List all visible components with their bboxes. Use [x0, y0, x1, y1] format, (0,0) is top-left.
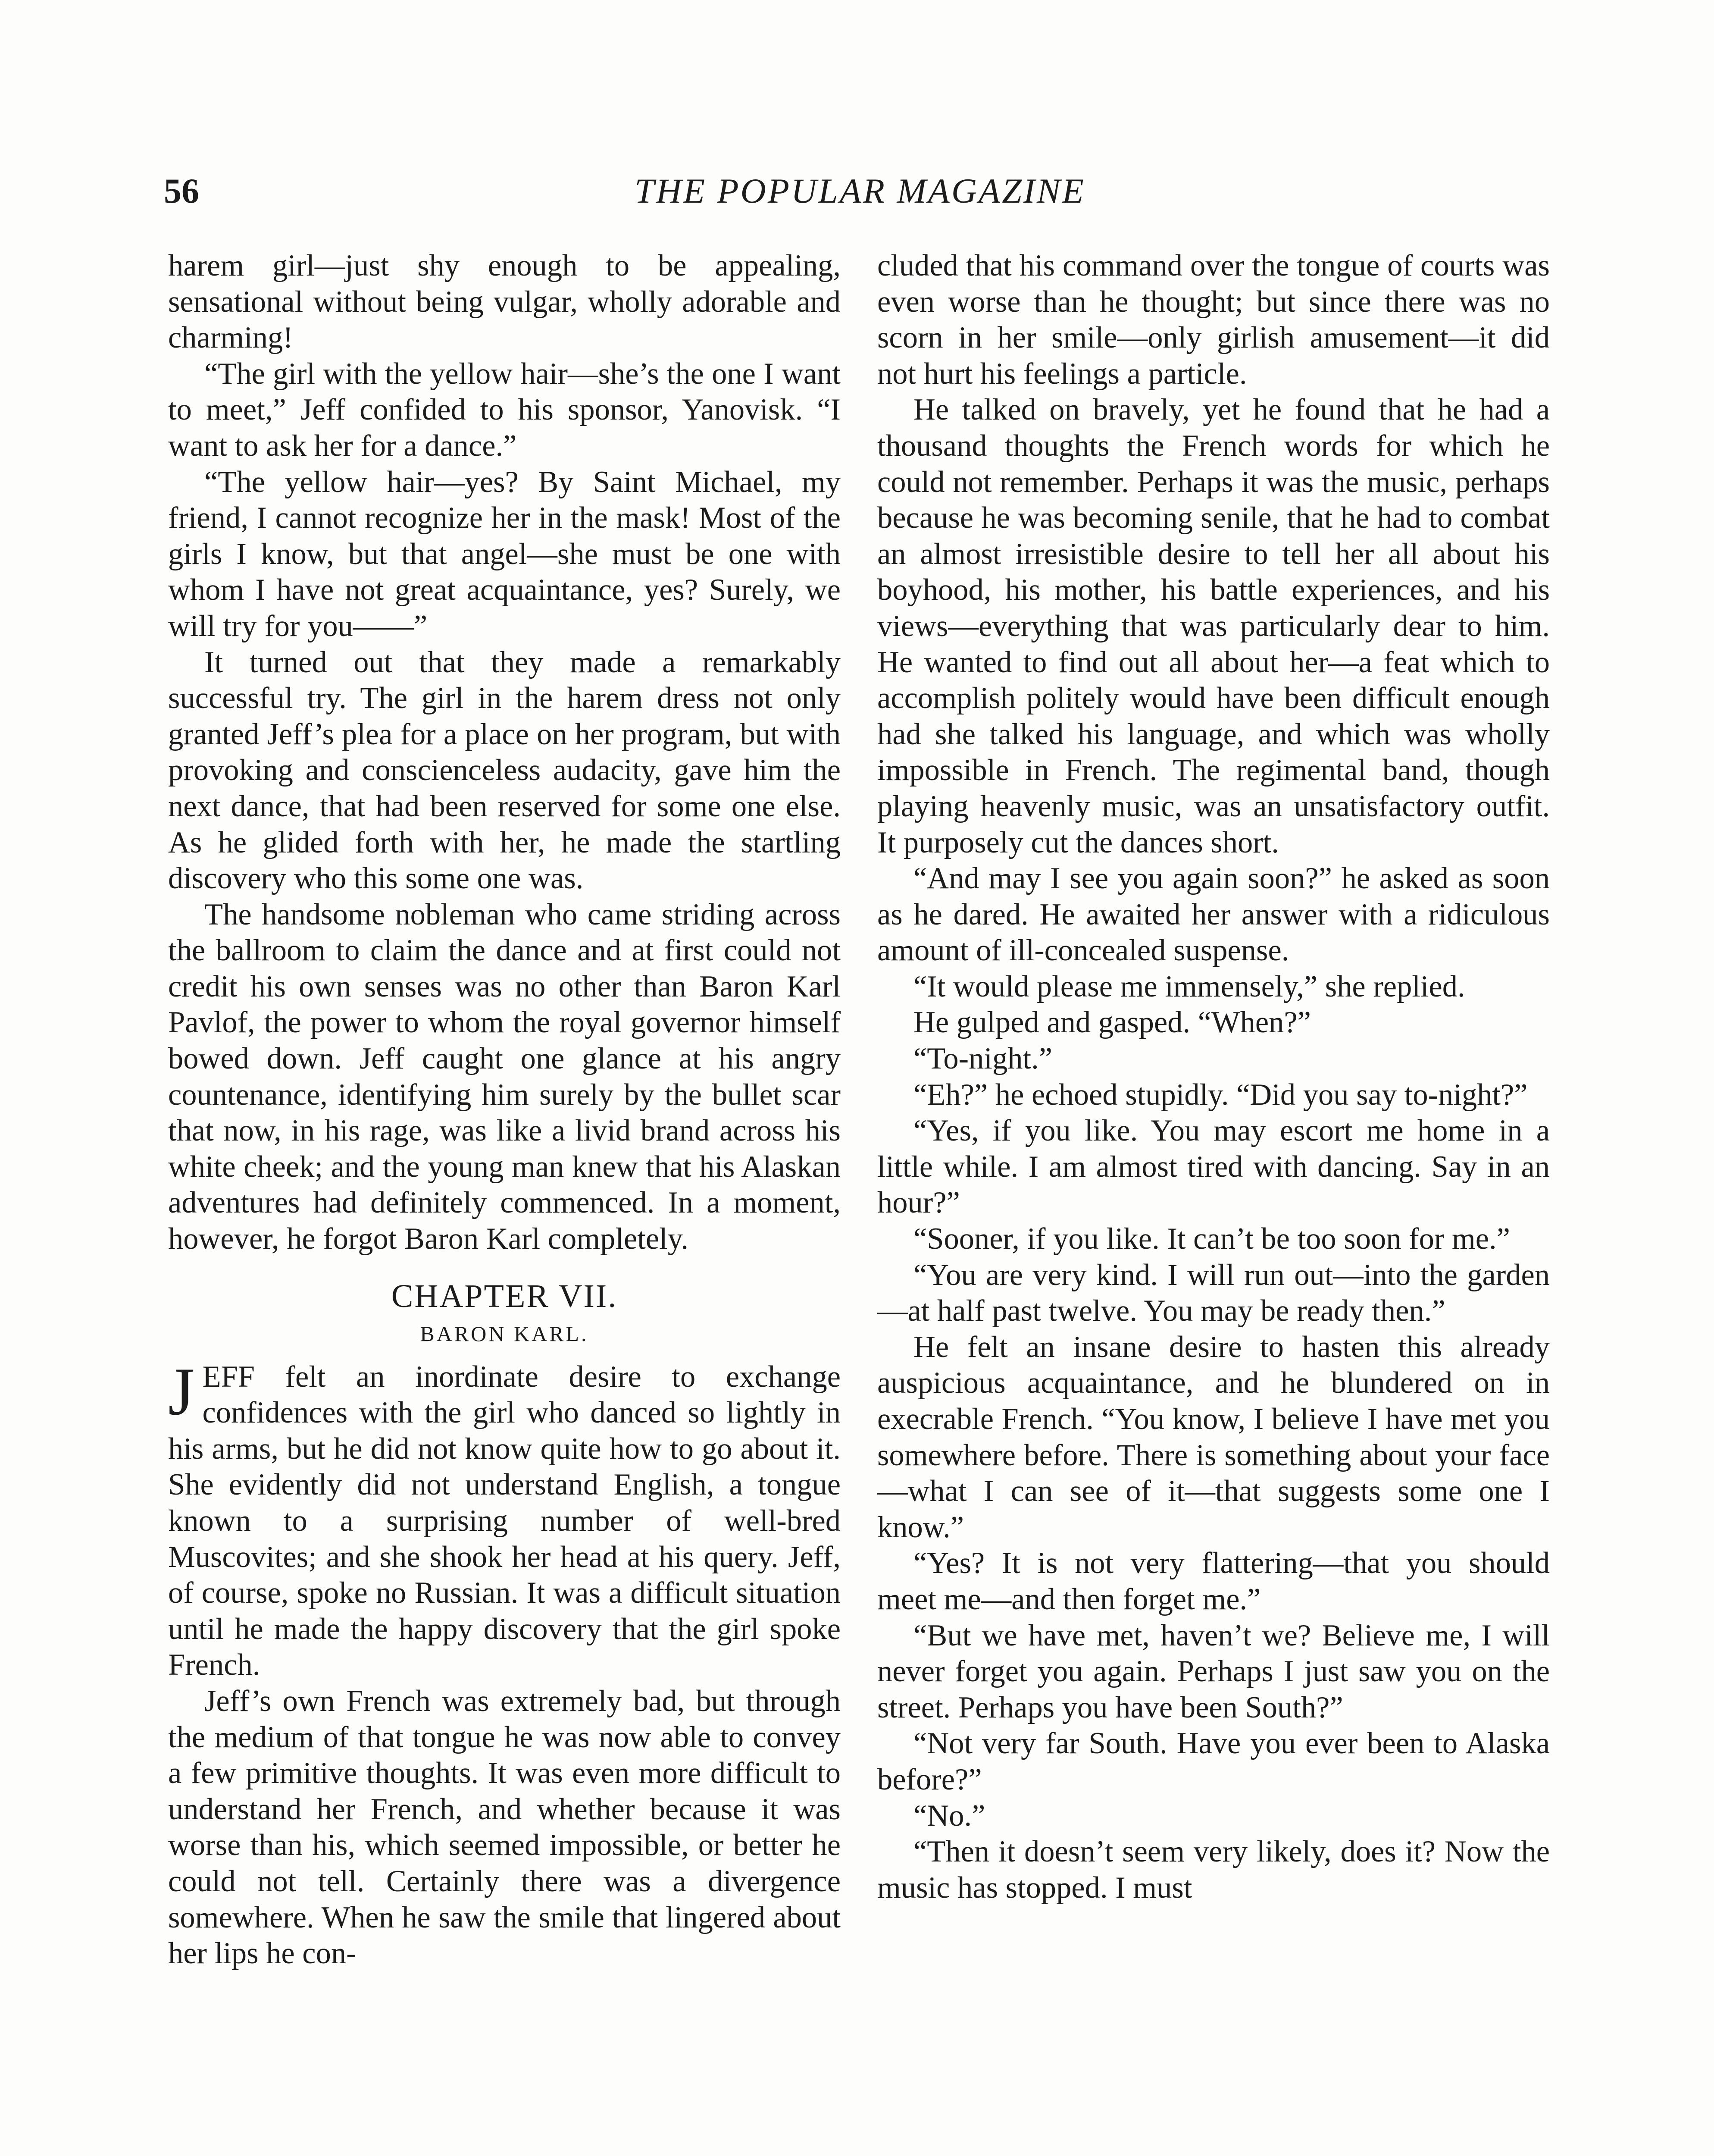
paragraph: “The yellow hair—yes? By Saint Michael, my friend, I cannot recognize her in the mask! Most of the girls I know, but that angel—she must be one with whom I have not great acquaintance, yes? Surely, we will try for you——”: [168, 465, 841, 643]
paragraph: harem girl—just shy enough to be appealing, sensational without being vulgar, wholly adorable and charming!: [168, 249, 841, 355]
paragraph: “Yes? It is not very flattering—that you should meet me—and then forget me.”: [877, 1546, 1550, 1616]
paragraph: “No.”: [913, 1799, 985, 1833]
paragraph: The handsome nobleman who came striding across the ballroom to claim the dance and at first could not credit his own senses was no other than Baron Karl Pavlof, the power to whom the royal governor himself bowed down. Jeff caught one glance at his angry countenance, identifying him surely by the bullet scar that now, in his rage, was like a livid brand across his white cheek; and the young man knew that his Alaskan adventures had definitely commenced. In a moment, however, he forgot Baron Karl completely.: [168, 897, 841, 1256]
paragraph: He talked on bravely, yet he found that he had a thousand thoughts the French words for which he could not remember. Perhaps it was the music, perhaps because he was becoming senile, that he had to combat an almost irresistible desire to tell her all about his boyhood, his mother, his battle experiences, and his views—everything that was particularly dear to him. He wanted to find out all about her—a feat which to accomplish politely would have been difficult enough had she talked his language, and which was wholly impossible in French. The regimental band, though playing heavenly music, was an unsatisfactory outfit. It purposely cut the dances short.: [877, 393, 1550, 859]
paragraph: “And may I see you again soon?” he asked as soon as he dared. He awaited her answer with a ridiculous amount of ill-concealed suspense.: [877, 862, 1550, 968]
paragraph: “It would please me immensely,” she replied.: [913, 969, 1465, 1003]
paragraph: “Then it doesn’t seem very likely, does it? Now the music has stopped. I must: [877, 1835, 1550, 1905]
paragraph: He felt an insane desire to hasten this already auspicious acquaintance, and he blundered on in execrable French. “You know, I believe I have met you somewhere before. There is something about your face—what I can see of it—that suggests some one I know.”: [877, 1330, 1550, 1544]
chapter-subtitle: BARON KARL.: [420, 1321, 589, 1346]
paragraph: “Not very far South. Have you ever been to Alaska before?”: [877, 1727, 1550, 1796]
paragraph: cluded that his command over the tongue of courts was even worse than he thought; but since there was no scorn in her smile—only girlish amusement—it did not hurt his feelings a particle.: [877, 249, 1550, 391]
paragraph: “But we have met, haven’t we? Believe me, I will never forget you again. Perhaps I just saw you on the street. Perhaps you have been South?”: [877, 1618, 1550, 1724]
chapter-heading: CHAPTER VII.: [391, 1278, 618, 1314]
paragraph: “Eh?” he echoed stupidly. “Did you say to-night?”: [913, 1078, 1528, 1112]
page-number: 56: [164, 171, 199, 210]
paragraph: “Yes, if you like. You may escort me home in a little while. I am almost tired with dancing. Say in an hour?”: [877, 1114, 1550, 1220]
chapter-opening-paragraph: [168, 1354, 841, 1683]
paragraph: “Sooner, if you like. It can’t be too soon for me.”: [913, 1222, 1510, 1256]
left-column: [168, 248, 841, 2156]
page-header: [164, 167, 1556, 219]
paragraph: He gulped and gasped. “When?”: [913, 1006, 1311, 1040]
paragraph: “To-night.”: [913, 1042, 1053, 1076]
drop-cap: J: [168, 1354, 195, 1429]
paragraph-text: EFF felt an inordinate desire to exchange confidences with the girl who danced so lightly in his arms, but he did not know quite how to go about it. She evidently did not understand English, a tongue known to a surprising number of well-bred Muscovites; and she shook her head at his query. Jeff, of course, spoke no Russian. It was a difficult situation until he made the happy discovery that the girl spoke French.: [168, 1360, 841, 1682]
paragraph: Jeff’s own French was extremely bad, but through the medium of that tongue he was now able to convey a few primitive thoughts. It was even more difficult to understand her French, and whether because it was worse than his, which seemed impossible, or better he could not tell. Certainly there was a divergence somewhere. When he saw the smile that lingered about her lips he con-: [168, 1684, 841, 1971]
paragraph: It turned out that they made a remarkably successful try. The girl in the harem dress not only granted Jeff’s plea for a place on her program, but with provoking and conscienceless audacity, gave him the next dance, that had been reserved for some one else. As he glided forth with her, he made the startling discovery who this some one was.: [168, 645, 841, 896]
paragraph: “You are very kind. I will run out—into the garden—at half past twelve. You may be ready then.”: [877, 1258, 1550, 1328]
paragraph: “The girl with the yellow hair—she’s the one I want to meet,” Jeff confided to his sponsor, Yanovisk. “I want to ask her for a dance.”: [168, 357, 841, 463]
right-column: [877, 248, 1550, 2156]
running-title: THE POPULAR MAGAZINE: [635, 171, 1085, 210]
